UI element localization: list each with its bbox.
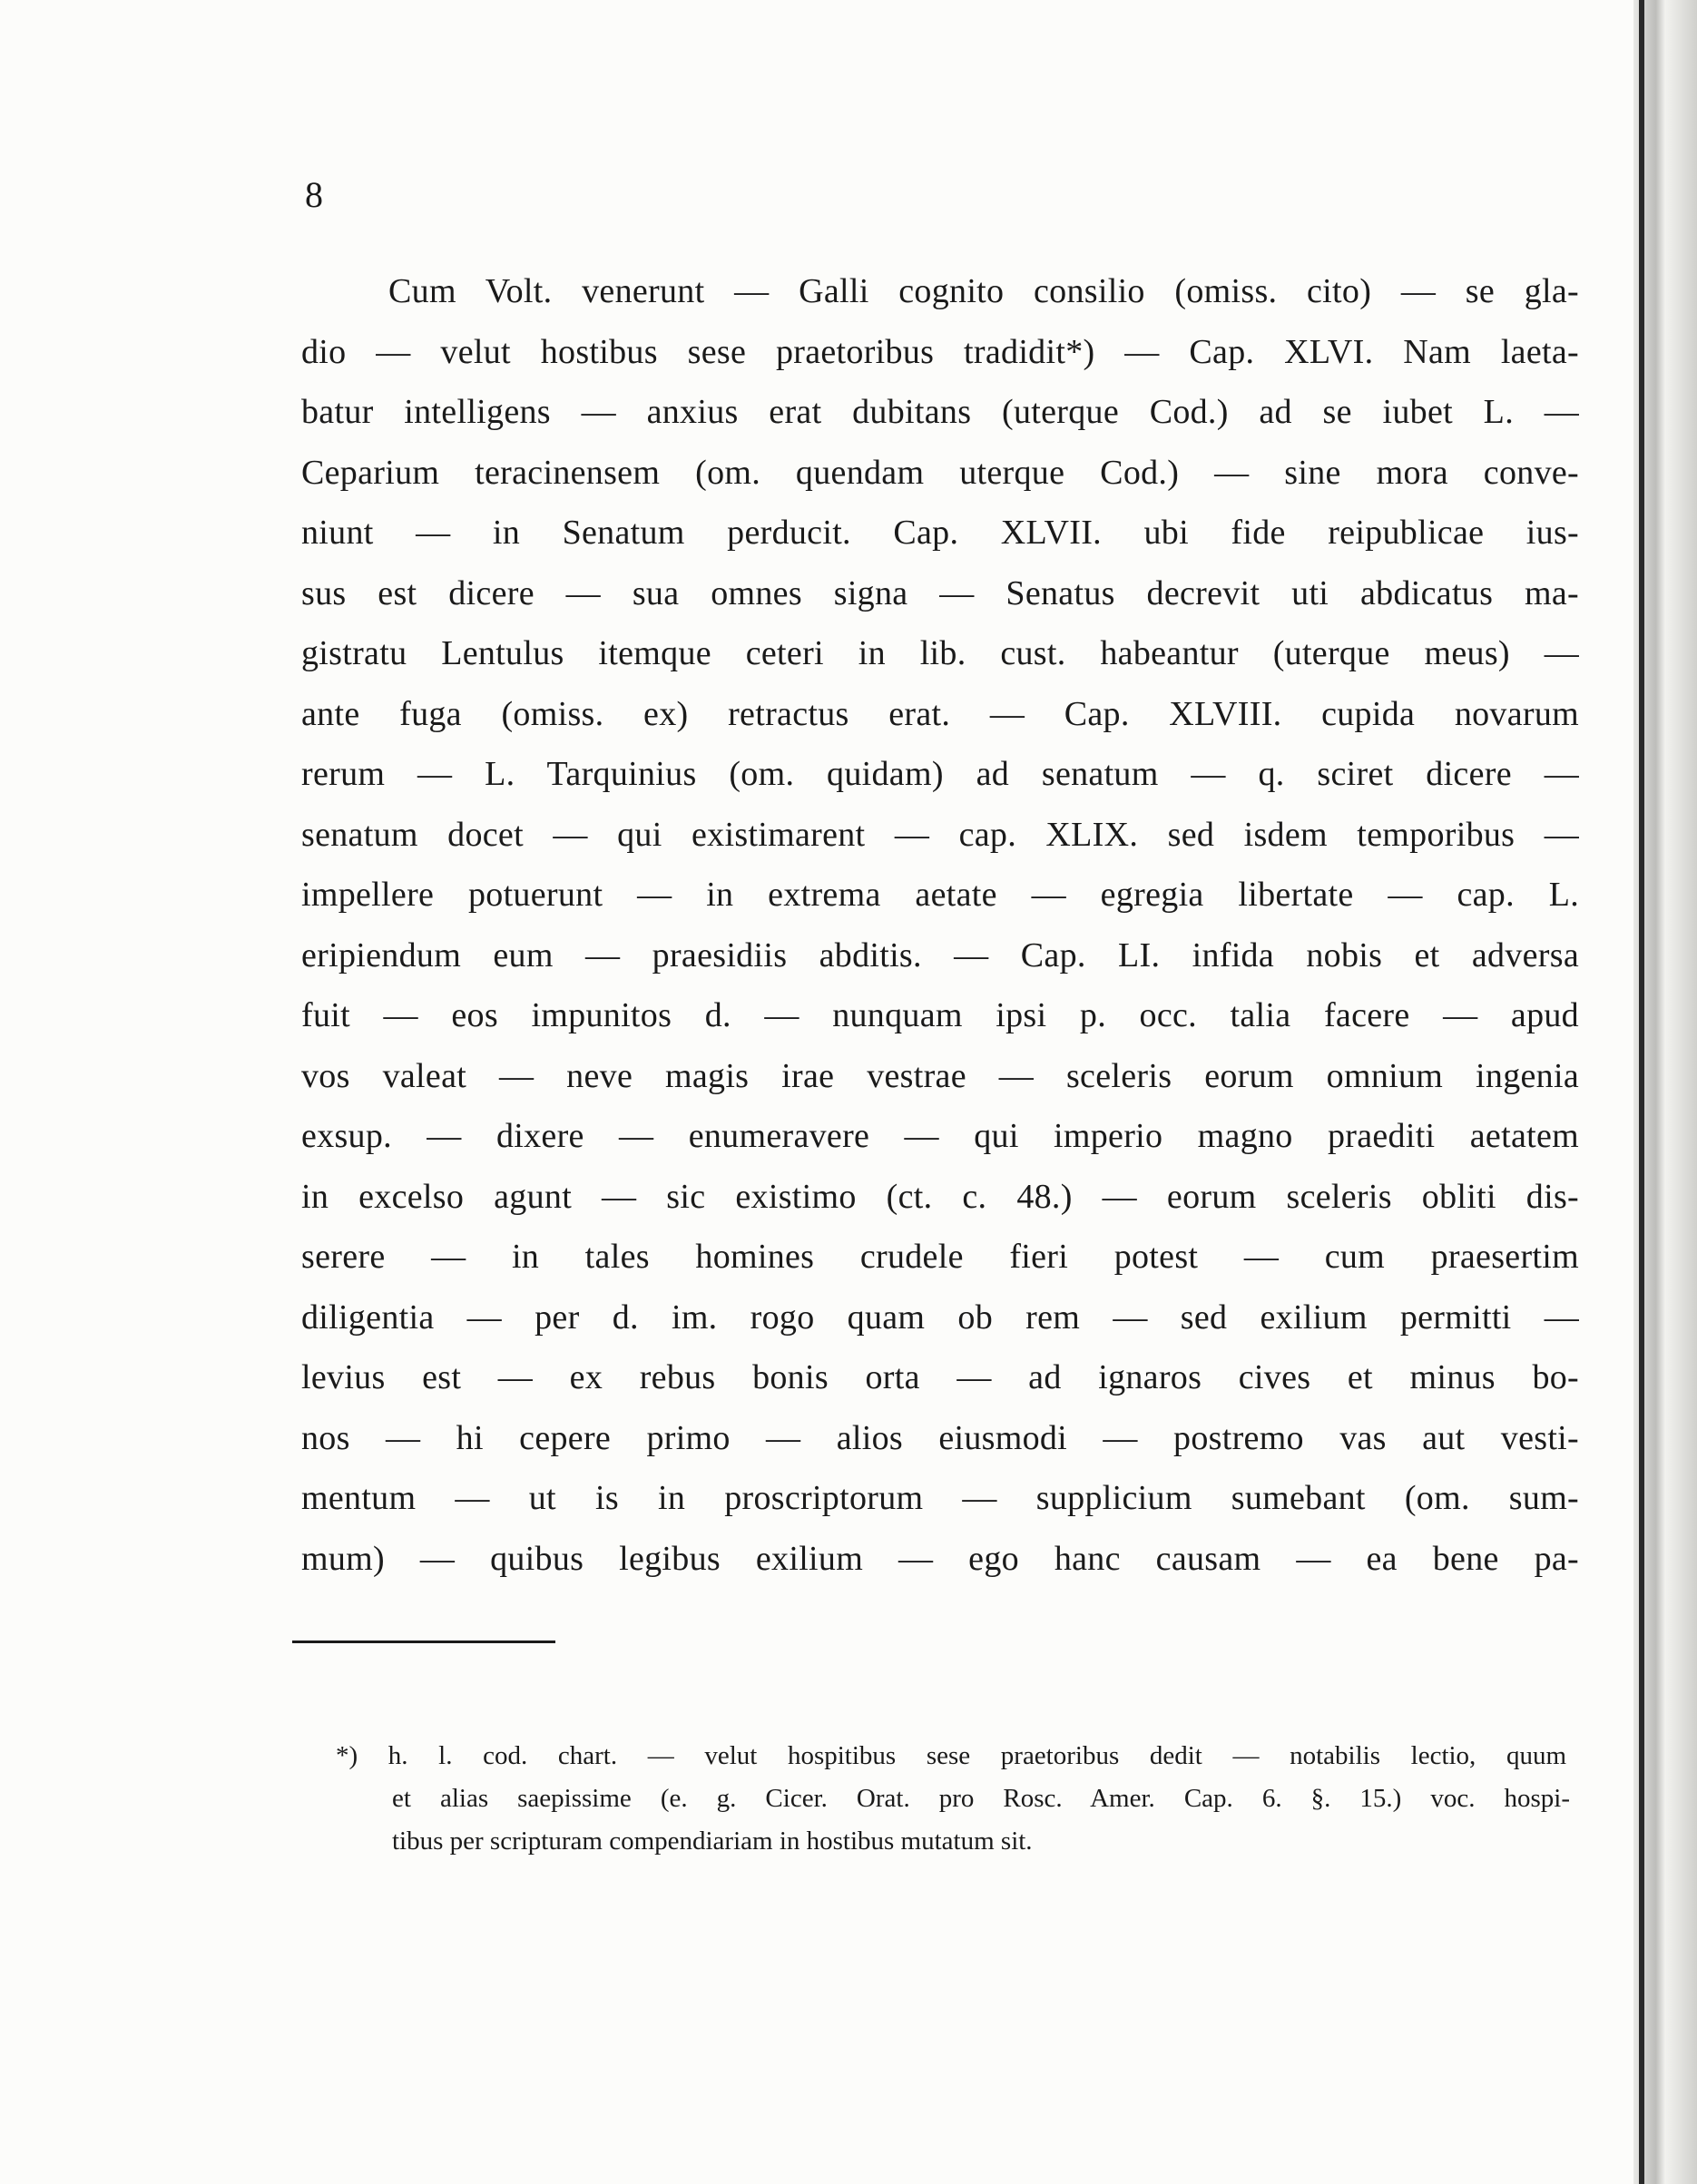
text-line: exsup. — dixere — enumeravere — qui imperio magno praediti aetatem	[301, 1117, 1579, 1155]
footnote-line: et alias saepissime (e. g. Cicer. Orat. pro Rosc. Amer. Cap. 6. §. 15.) voc. hospi-	[392, 1784, 1570, 1813]
text-line: diligentia — per d. im. rogo quam ob rem — sed exilium permitti —	[301, 1298, 1579, 1337]
footnote-line: tibus per scripturam compendiariam in hostibus mutatum sit.	[392, 1827, 1033, 1856]
text-line: Ceparium teracinensem (om. quendam uterque Cod.) — sine mora conve-	[301, 453, 1579, 492]
text-line: Cum Volt. venerunt — Galli cognito consilio (omiss. cito) — se gla-	[388, 272, 1579, 310]
main-text	[301, 261, 1579, 1589]
text-line: sus est dicere — sua omnes signa — Senatus decrevit uti abdicatus ma-	[301, 573, 1579, 612]
text-line: dio — velut hostibus sese praetoribus tradidit*) — Cap. XLVI. Nam laeta-	[301, 332, 1579, 371]
text-line: mum) — quibus legibus exilium — ego hanc causam — ea bene pa-	[301, 1539, 1579, 1578]
text-line: mentum — ut is in proscriptorum — supplicium sumebant (om. sum-	[301, 1479, 1579, 1517]
footnote-line: *) h. l. cod. chart. — velut hospitibus sese praetoribus dedit — notabilis lectio, quum	[336, 1741, 1566, 1770]
text-line: ante fuga (omiss. ex) retractus erat. — Cap. XLVIII. cupida novarum	[301, 694, 1579, 733]
text-line: nos — hi cepere primo — alios eiusmodi — postremo vas aut vesti-	[301, 1418, 1579, 1457]
text-line: fuit — eos impunitos d. — nunquam ipsi p. occ. talia facere — apud	[301, 996, 1579, 1034]
page-number: 8	[305, 174, 323, 215]
text-line: gistratu Lentulus itemque ceteri in lib. cust. habeantur (uterque meus) —	[301, 634, 1579, 672]
page-edge-line	[1639, 0, 1644, 2184]
text-line: niunt — in Senatum perducit. Cap. XLVII. ubi fide reipublicae ius-	[301, 514, 1579, 552]
text-line: senatum docet — qui existimarent — cap. XLIX. sed isdem temporibus —	[301, 815, 1579, 854]
footnote	[336, 1735, 1570, 1863]
text-line: levius est — ex rebus bonis orta — ad ignaros cives et minus bo-	[301, 1358, 1579, 1396]
text-line: impellere potuerunt — in extrema aetate — egregia libertate — cap. L.	[301, 876, 1579, 914]
text-line: eripiendum eum — praesidiis abditis. — Cap. LI. infida nobis et adversa	[301, 935, 1579, 974]
footnote-rule	[292, 1640, 555, 1643]
text-line: rerum — L. Tarquinius (om. quidam) ad senatum — q. sciret dicere —	[301, 755, 1579, 793]
text-line: vos valeat — neve magis irae vestrae — sceleris eorum omnium ingenia	[301, 1056, 1579, 1095]
text-line: in excelso agunt — sic existimo (ct. c. 48.) — eorum sceleris obliti dis-	[301, 1177, 1579, 1216]
text-line: serere — in tales homines crudele fieri potest — cum praesertim	[301, 1238, 1579, 1276]
text-line: batur intelligens — anxius erat dubitans (uterque Cod.) ad se iubet L. —	[301, 393, 1579, 431]
